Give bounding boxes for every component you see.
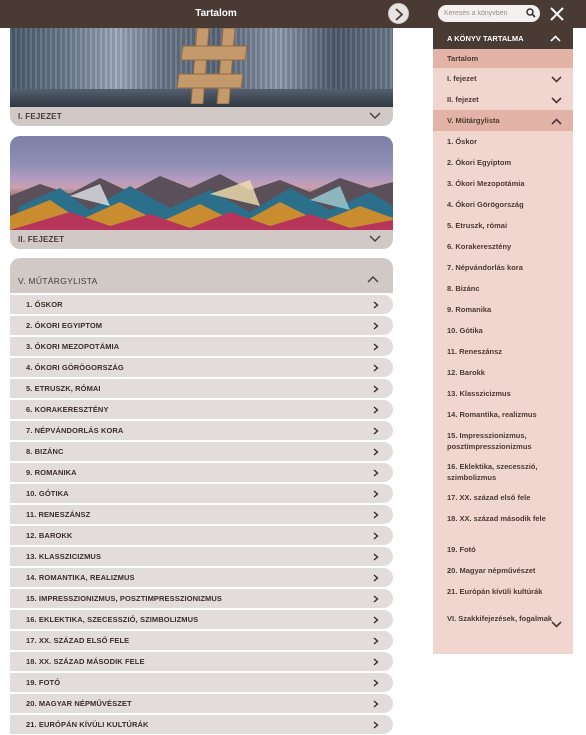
chevron-right-icon <box>373 637 379 645</box>
sidebar-sub-item[interactable] <box>433 383 573 404</box>
chevron-right-icon <box>373 490 379 498</box>
sidebar-item-label: 14. Romantika, realizmus <box>447 410 537 419</box>
chevron-right-icon <box>394 8 404 21</box>
sidebar-item-open-section[interactable] <box>433 110 573 131</box>
list-item[interactable] <box>10 400 393 419</box>
list-item[interactable] <box>10 463 393 482</box>
sidebar-sub-item[interactable] <box>433 257 573 278</box>
list-item-label: 3. ÓKORI MEZOPOTÁMIA <box>26 342 120 351</box>
sidebar-sub-item[interactable] <box>433 152 573 173</box>
search-icon[interactable] <box>526 8 536 18</box>
chevron-right-icon <box>373 553 379 561</box>
sidebar-item-label: 9. Romanika <box>447 305 492 314</box>
sidebar-sub-item[interactable] <box>433 404 573 425</box>
sidebar-item-label: 10. Gótika <box>447 326 483 335</box>
sidebar-item-label: 18. XX. század második fele <box>447 514 546 523</box>
chevron-right-icon <box>373 574 379 582</box>
sidebar-item-label: VI. Szakkifejezések, fogalmak <box>447 614 553 623</box>
chevron-down-icon[interactable] <box>369 235 381 243</box>
chevron-right-icon <box>373 364 379 372</box>
sidebar-item-label: 16. Eklektika, szecesszió, szimbolizmus <box>447 462 538 482</box>
sidebar-item-label: 12. Barokk <box>447 368 485 377</box>
chevron-up-icon[interactable] <box>551 118 562 125</box>
list-item[interactable] <box>10 442 393 461</box>
list-item-label: 10. GÓTIKA <box>26 489 69 498</box>
sidebar-sub-items <box>433 131 573 612</box>
list-item[interactable] <box>10 631 393 650</box>
list-item-label: 5. ETRUSZK, RÓMAI <box>26 384 101 393</box>
list-item-label: 9. ROMANIKA <box>26 468 77 477</box>
chapter-1-label: I. FEJEZET <box>18 112 62 121</box>
search-input[interactable] <box>444 7 524 20</box>
sidebar-item-label: 11. Reneszánsz <box>447 347 503 356</box>
sidebar-item-label: 6. Korakeresztény <box>447 242 512 251</box>
sidebar-item-section-2[interactable] <box>433 89 573 110</box>
chevron-right-icon <box>373 511 379 519</box>
sidebar-item-label: 19. Fotó <box>447 545 476 554</box>
list-item[interactable] <box>10 547 393 566</box>
chevron-right-icon <box>373 406 379 414</box>
chevron-right-icon <box>373 658 379 666</box>
list-item-label: 1. ŐSKOR <box>26 300 63 309</box>
chevron-right-icon <box>373 700 379 708</box>
list-item[interactable] <box>10 652 393 671</box>
chevron-down-icon[interactable] <box>551 76 562 83</box>
list-item-label: 12. BAROKK <box>26 531 73 540</box>
sidebar-sub-item[interactable] <box>433 539 573 560</box>
sidebar-sub-item[interactable] <box>433 560 573 581</box>
chapter-2-label: II. FEJEZET <box>18 235 65 244</box>
list-rows <box>10 295 393 734</box>
list-item-label: 4. ÓKORI GÖRÖGORSZÁG <box>26 363 124 372</box>
sidebar-item-label: 15. Impresszionizmus, posztimpresszionizmus <box>447 431 532 451</box>
sidebar-sub-item[interactable] <box>433 341 573 362</box>
list-item[interactable] <box>10 505 393 524</box>
list-item-label: 20. MAGYAR NÉPMŰVÉSZET <box>26 699 132 708</box>
sidebar-item-label: 17. XX. század első fele <box>447 493 531 502</box>
chevron-right-icon <box>373 532 379 540</box>
sidebar-item-label: II. fejezet <box>447 95 479 104</box>
chapter-2-image <box>10 136 393 230</box>
sidebar-sub-item[interactable] <box>433 487 573 508</box>
chapter-1-image <box>10 28 393 107</box>
list-item[interactable] <box>10 715 393 734</box>
chevron-right-icon <box>373 385 379 393</box>
chevron-right-icon <box>373 301 379 309</box>
chapter-1-bar <box>10 107 393 126</box>
list-item[interactable] <box>10 358 393 377</box>
list-item-label: 15. IMPRESSZIONIZMUS, POSZTIMPRESSZIONIZMUS <box>26 594 222 603</box>
sidebar-sub-item[interactable] <box>433 425 573 456</box>
sidebar-sub-item[interactable] <box>433 456 573 487</box>
list-item-label: 21. EURÓPÁN KÍVÜLI KULTÚRÁK <box>26 720 149 729</box>
chevron-right-icon <box>373 343 379 351</box>
list-title: V. MŰTÁRGYLISTA <box>18 276 98 286</box>
list-item-label: 6. KORAKERESZTÉNY <box>26 405 109 414</box>
list-item[interactable] <box>10 484 393 503</box>
chevron-right-icon <box>373 679 379 687</box>
page-title: Tartalom <box>195 8 237 19</box>
chevron-down-icon[interactable] <box>551 97 562 104</box>
sidebar-sub-item[interactable] <box>433 320 573 341</box>
list-item[interactable] <box>10 694 393 713</box>
sidebar-item-label: 3. Ókori Mezopotámia <box>447 179 525 188</box>
sidebar-item-label: Tartalom <box>447 54 479 63</box>
sidebar-item-label: 2. Ókori Egyiptom <box>447 158 512 167</box>
sidebar-item-label: 7. Népvándorlás kora <box>447 263 523 272</box>
close-icon[interactable] <box>548 5 566 23</box>
chevron-right-icon <box>373 595 379 603</box>
sidebar-sub-item[interactable] <box>433 173 573 194</box>
list-item[interactable] <box>10 337 393 356</box>
sidebar-sub-item[interactable] <box>433 299 573 320</box>
sidebar-item-last-section[interactable] <box>433 612 573 635</box>
list-item-label: 11. RENESZÁNSZ <box>26 510 91 519</box>
sidebar-sub-item[interactable] <box>433 581 573 612</box>
chevron-right-icon <box>373 469 379 477</box>
sidebar-sub-item[interactable] <box>433 508 573 539</box>
chevron-up-icon[interactable] <box>550 35 561 42</box>
sidebar-item-label: 8. Bizánc <box>447 284 480 293</box>
chevron-down-icon[interactable] <box>551 621 562 628</box>
list-item-label: 18. XX. SZÁZAD MÁSODIK FELE <box>26 657 145 666</box>
sidebar-item-label: I. fejezet <box>447 74 477 83</box>
chevron-right-icon <box>373 427 379 435</box>
list-item[interactable] <box>10 526 393 545</box>
artwork-list <box>10 258 393 735</box>
chevron-right-icon <box>373 721 379 729</box>
chevron-right-icon <box>373 616 379 624</box>
chapter-2-bar <box>10 230 393 249</box>
list-item-label: 17. XX. SZÁZAD ELSŐ FELE <box>26 636 130 645</box>
sidebar-header[interactable] <box>433 28 573 49</box>
list-item-label: 7. NÉPVÁNDORLÁS KORA <box>26 426 124 435</box>
list-item-label: 16. EKLEKTIKA, SZECESSZIÓ, SZIMBOLIZMUS <box>26 615 199 624</box>
sidebar-item-section-1[interactable] <box>433 68 573 89</box>
search-box <box>438 5 540 22</box>
sidebar-item-current[interactable] <box>433 49 573 68</box>
sidebar-item-label: 21. Európán kívüli kultúrák <box>447 587 543 596</box>
foil-image <box>10 166 393 230</box>
list-item-label: 2. ÓKORI EGYIPTOM <box>26 321 103 330</box>
list-item[interactable] <box>10 421 393 440</box>
list-item-label: 13. KLASSZICIZMUS <box>26 552 102 561</box>
chevron-right-icon <box>373 448 379 456</box>
chevron-down-icon[interactable] <box>369 112 381 120</box>
list-item[interactable] <box>10 589 393 608</box>
sidebar-title: A KÖNYV TARTALMA <box>447 34 524 43</box>
list-item[interactable] <box>10 568 393 587</box>
list-item[interactable] <box>10 673 393 692</box>
list-item[interactable] <box>10 379 393 398</box>
sidebar <box>433 28 573 654</box>
chapter-card-1[interactable] <box>10 28 393 126</box>
list-item[interactable] <box>10 610 393 629</box>
sidebar-item-label: 5. Etruszk, római <box>447 221 508 230</box>
sidebar-sub-item[interactable] <box>433 194 573 215</box>
next-page-button[interactable] <box>388 3 409 24</box>
sidebar-item-label: 20. Magyar népművészet <box>447 566 536 575</box>
top-bar <box>0 0 586 28</box>
list-item[interactable] <box>10 295 393 314</box>
chapter-card-2[interactable] <box>10 136 393 249</box>
list-item-label: 8. BIZÁNC <box>26 447 64 456</box>
sidebar-item-label: 4. Ókori Görögország <box>447 200 524 209</box>
list-header[interactable] <box>10 258 393 293</box>
chevron-up-icon[interactable] <box>367 275 379 283</box>
sidebar-sub-item[interactable] <box>433 215 573 236</box>
list-item[interactable] <box>10 316 393 335</box>
sidebar-sub-item[interactable] <box>433 131 573 152</box>
sidebar-item-label: 13. Klasszicizmus <box>447 389 511 398</box>
sidebar-item-label: 1. Őskor <box>447 137 478 146</box>
hashtag-sculpture-image <box>175 28 255 104</box>
sidebar-sub-item[interactable] <box>433 362 573 383</box>
sidebar-sub-item[interactable] <box>433 236 573 257</box>
sidebar-item-label: V. Műtárgylista <box>447 116 500 125</box>
list-item-label: 14. ROMANTIKA, REALIZMUS <box>26 573 135 582</box>
chevron-right-icon <box>373 322 379 330</box>
list-item-label: 19. FOTÓ <box>26 678 61 687</box>
sidebar-sub-item[interactable] <box>433 278 573 299</box>
